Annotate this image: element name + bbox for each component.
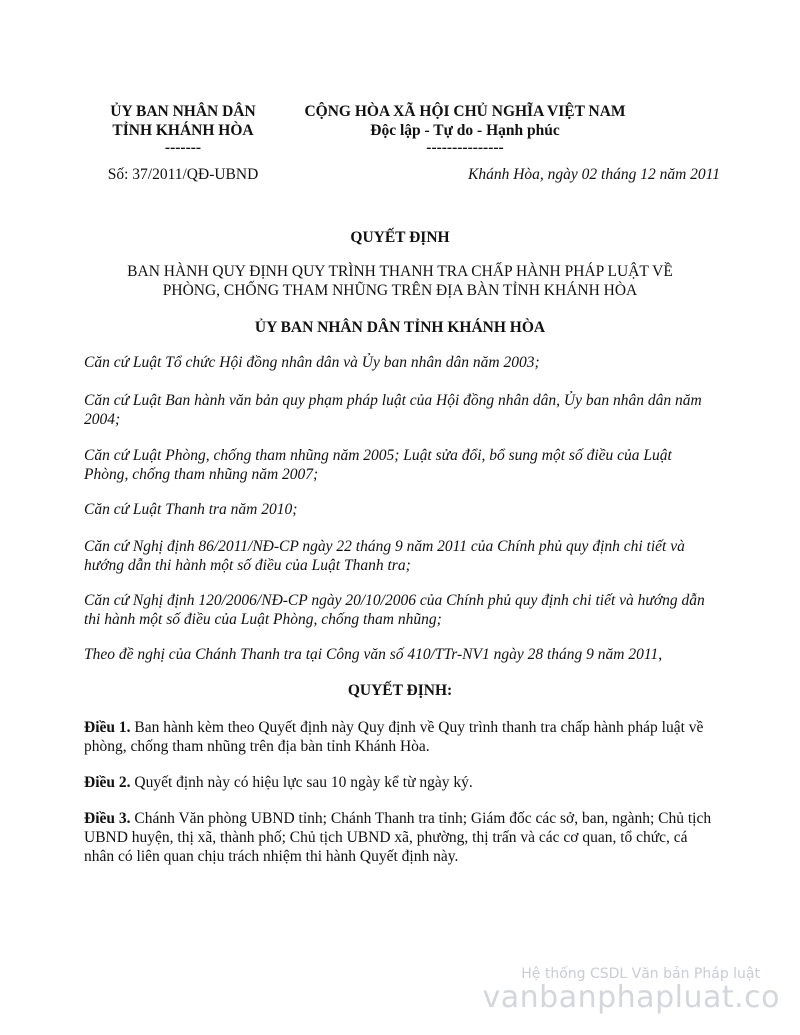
preamble-item: Căn cứ Luật Phòng, chống tham nhũng năm 2005; Luật sửa đổi, bổ sung một số điều của Luật Phòng, chống tham nhũng năm 2007; [84, 447, 672, 483]
article-label: Điều 3. [84, 810, 131, 827]
watermark-site: vanbanphapluat.co [482, 980, 780, 1015]
preamble-item: Căn cứ Luật Tổ chức Hội đồng nhân dân và Ủy ban nhân dân năm 2003; [84, 354, 540, 371]
article-1 [84, 718, 720, 756]
watermark-caption: Hệ thống CSDL Văn bản Pháp luật [521, 966, 760, 982]
national-title: CỘNG HÒA XÃ HỘI CHỦ NGHĨA VIỆT NAM [304, 103, 626, 120]
article-label: Điều 2. [84, 774, 131, 791]
issuing-org-line2: TỈNH KHÁNH HÒA [112, 122, 254, 139]
preamble-item: Căn cứ Luật Thanh tra năm 2010; [84, 501, 298, 518]
document-subtitle-line2: PHÒNG, CHỐNG THAM NHŨNG TRÊN ĐỊA BÀN TỈNH KHÁNH HÒA [162, 282, 638, 299]
article-3 [84, 809, 720, 866]
header-left-separator: ------- [164, 139, 202, 156]
issuing-authority: ỦY BAN NHÂN DÂN TỈNH KHÁNH HÒA [254, 319, 546, 336]
issuing-org-line1: ỦY BAN NHÂN DÂN [110, 103, 256, 120]
place-date: Khánh Hòa, ngày 02 tháng 12 năm 2011 [467, 166, 720, 183]
document-number: Số: 37/2011/QĐ-UBND [107, 166, 259, 183]
decision-heading: QUYẾT ĐỊNH: [347, 682, 453, 699]
document-title: QUYẾT ĐỊNH [350, 229, 450, 246]
article-text: Chánh Văn phòng UBND tỉnh; Chánh Thanh tra tỉnh; Giám đốc các sở, ban, ngành; Chủ tịch UBND huyện, thị xã, thành phố; Chủ tịch UBND xã, phường, thị trấn và các cơ quan, tổ chức, cá nhân có liên quan chịu trách nhiệm thi hành Quyết định này. [84, 810, 712, 865]
preamble-item: Theo đề nghị của Chánh Thanh tra tại Công văn số 410/TTr-NV1 ngày 28 tháng 9 năm 2011, [84, 646, 663, 663]
article-label: Điều 1. [84, 719, 131, 736]
preamble-item: Căn cứ Luật Ban hành văn bản quy phạm pháp luật của Hội đồng nhân dân, Ủy ban nhân dân năm 2004; [84, 392, 702, 428]
article-text: Ban hành kèm theo Quyết định này Quy định về Quy trình thanh tra chấp hành pháp luật về phòng, chống tham nhũng trên địa bàn tỉnh Khánh Hòa. [84, 719, 704, 755]
document-subtitle-line1: BAN HÀNH QUY ĐỊNH QUY TRÌNH THANH TRA CHẤP HÀNH PHÁP LUẬT VỀ [127, 263, 673, 280]
header-right-separator: --------------- [426, 139, 504, 156]
national-motto: Độc lập - Tự do - Hạnh phúc [370, 122, 560, 139]
article-2 [84, 773, 720, 792]
article-text: Quyết định này có hiệu lực sau 10 ngày kể từ ngày ký. [130, 774, 473, 791]
preamble-item: Căn cứ Nghị định 120/2006/NĐ-CP ngày 20/10/2006 của Chính phủ quy định chi tiết và hướng dẫn thi hành một số điều của Luật Phòng, chống tham nhũng; [84, 592, 705, 628]
preamble-item: Căn cứ Nghị định 86/2011/NĐ-CP ngày 22 tháng 9 năm 2011 của Chính phủ quy định chi tiết và hướng dẫn thi hành một số điều của Luật Thanh tra; [84, 538, 685, 574]
